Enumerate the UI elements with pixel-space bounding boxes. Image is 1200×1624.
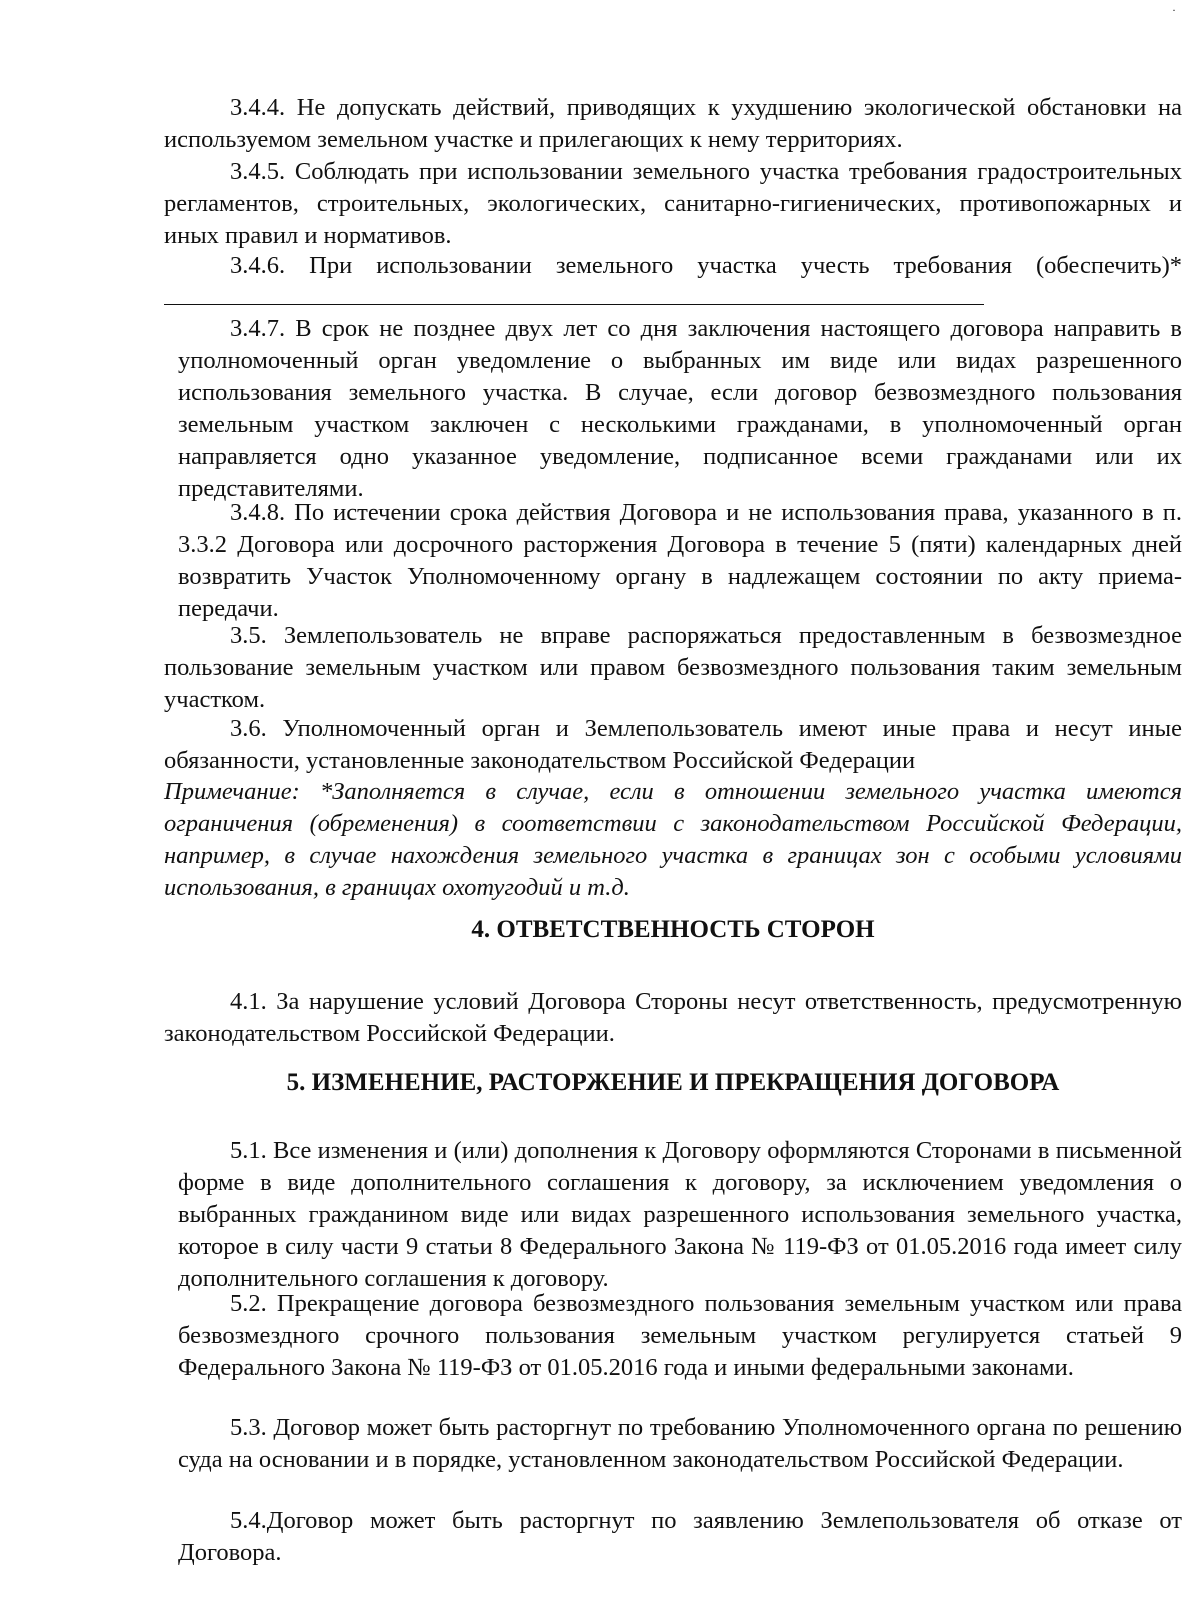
paragraph-text: 4.1. За нарушение условий Договора Стороны несут ответственность, предусмотренную законодательством Российской Федерации. [164, 988, 1182, 1047]
note-text: Примечание: *Заполняется в случае, если в отношении земельного участка имеются ограничения (обременения) в соответствии с законодательством Российской Федерации, например, в случае нахождения земельного участка в границах зон с особыми условиями использования, в границах охотугодий и т.д. [164, 778, 1182, 901]
paragraph-text: 5.3. Договор может быть расторгнут по требованию Уполномоченного органа по решению суда на основании и в порядке, установленном законодательством Российской Федерации. [178, 1414, 1182, 1473]
paragraph-5-1 [178, 1135, 1182, 1295]
paragraph-text: 3.6. Уполномоченный орган и Землепользователь имеют иные права и несут иные обязанности, установленные законодательством Российской Федерации [164, 715, 1182, 774]
paragraph-text: 5.2. Прекращение договора безвозмездного пользования земельным участком или права безвозмездного срочного пользования земельным участком регулируется статьей 9 Федерального Закона № 119-ФЗ от 01.05.2016 года и иными федеральными законами. [178, 1290, 1182, 1381]
paragraph-5-3 [178, 1412, 1182, 1476]
paragraph-3-4-7 [178, 313, 1182, 505]
paragraph-5-2 [178, 1288, 1182, 1384]
section-5-heading: 5. ИЗМЕНЕНИЕ, РАСТОРЖЕНИЕ И ПРЕКРАЩЕНИЯ ДОГОВОРА [286, 1069, 1060, 1096]
paragraph-text: 3.4.4. Не допускать действий, приводящих к ухудшению экологической обстановки на используемом земельном участке и прилегающих к нему территориях. [164, 94, 1182, 153]
paragraph-3-4-6 [164, 250, 1182, 314]
paragraph-3-4-8 [178, 497, 1182, 625]
paragraph-4-1 [164, 986, 1182, 1050]
fill-in-line [164, 282, 984, 305]
scan-mark: · [1172, 3, 1176, 17]
paragraph-3-5 [164, 620, 1182, 716]
paragraph-text: 3.4.5. Соблюдать при использовании земельного участка требования градостроительных регламентов, строительных, экологических, санитарно-гигиенических, противопожарных и иных правил и нормативов. [164, 158, 1182, 249]
paragraph-3-4-5 [164, 156, 1182, 252]
paragraph-text: 3.4.6. При использовании земельного участка учесть требования (обеспечить)* [230, 252, 1182, 279]
paragraph-text: 5.1. Все изменения и (или) дополнения к Договору оформляются Сторонами в письменной форме в виде дополнительного соглашения к договору, за исключением уведомления о выбранных гражданином виде или видах разрешенного использования земельного участка, которое в силу части 9 статьи 8 Федерального Закона № 119-ФЗ от 01.05.2016 года имеет силу дополнительного соглашения к договору. [178, 1137, 1182, 1292]
paragraph-text: 5.4.Договор может быть расторгнут по заявлению Землепользователя об отказе от Договора. [178, 1507, 1182, 1566]
note-paragraph [164, 776, 1182, 904]
paragraph-5-4 [178, 1505, 1182, 1569]
paragraph-3-4-4 [164, 92, 1182, 156]
paragraph-text: 3.4.8. По истечении срока действия Договора и не использования права, указанного в п. 3.3.2 Договора или досрочного расторжения Договора в течение 5 (пяти) календарных дней возвратить Участок Уполномоченному органу в надлежащем состоянии по акту приема-передачи. [178, 499, 1182, 622]
paragraph-3-6 [164, 713, 1182, 777]
paragraph-text: 3.4.7. В срок не позднее двух лет со дня заключения настоящего договора направить в уполномоченный орган уведомление о выбранных им виде или видах разрешенного использования земельного участка. В случае, если договор безвозмездного пользования земельным участком заключен с несколькими гражданами, в уполномоченный орган направляется одно указанное уведомление, подписанное всеми гражданами или их представителями. [178, 315, 1182, 502]
section-4-heading: 4. ОТВЕТСТВЕННОСТЬ СТОРОН [471, 916, 875, 943]
paragraph-text: 3.5. Землепользователь не вправе распоряжаться предоставленным в безвозмездное пользование земельным участком или правом безвозмездного пользования таким земельным участком. [164, 622, 1182, 713]
